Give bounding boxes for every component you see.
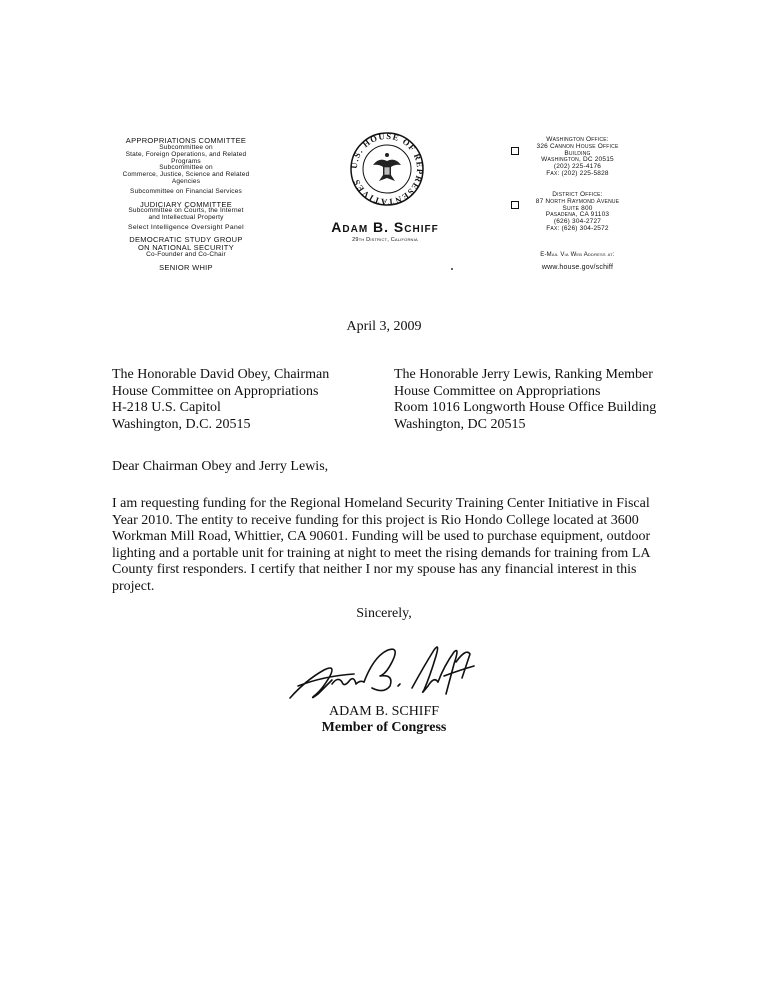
office-address: 87 North Raymond Avenue [535,197,620,205]
subcommittee-line: Subcommittee on Courts, the Internet [128,207,244,215]
district-office [525,192,630,233]
subcommittee-line: Subcommittee on Financial Services [130,187,242,195]
address-line: The Honorable Jerry Lewis, Ranking Member [394,367,653,382]
subcommittee-line: Subcommittee on [159,164,213,172]
office-phone: (202) 225-4176 [553,163,602,171]
address-line: House Committee on Appropriations [394,383,601,399]
address-line: Washington, DC 20515 [394,416,526,432]
subcommittee-line: Commerce, Justice, Science and Related [122,171,250,179]
district-office-checkbox [511,201,519,209]
recipient-address-lewis [394,367,656,433]
stray-mark [451,268,453,270]
dsg-line: Co-Founder and Co-Chair [146,250,226,258]
senior-whip: SENIOR WHIP [159,262,213,272]
office-fax: Fax: (202) 225-5828 [546,170,609,178]
letter-date: April 3, 2009 [346,319,422,334]
address-line: H-218 U.S. Capitol [112,400,221,415]
recipient-address-obey [112,367,329,433]
email-label: E-Mail Via Web Address at: [540,252,615,258]
body-line: I am requesting funding for the Regional Homeland Security Training Center Initiative in Fiscal [112,496,650,511]
salutation: Dear Chairman Obey and Jerry Lewis, [112,459,329,474]
office-city: Pasadena, CA 91103 [545,211,610,219]
office-city: Washington, DC 20515 [541,156,614,164]
subcommittee-line: Programs [171,157,201,165]
washington-office [525,137,630,178]
body-line: Workman Mill Road, Whittier, CA 90601. Funding will be used to purchase equipment, outdoor [112,529,651,544]
subcommittee-line: State, Foreign Operations, and Related [125,150,247,158]
office-suite: Suite 800 [562,204,593,212]
address-line: Washington, D.C. 20515 [112,416,251,432]
office-address: 326 Cannon House Office Building [536,142,619,157]
subcommittee-line: Agencies [171,177,201,185]
representative-name: Adam B. Schiff [331,219,439,235]
body-paragraph [112,496,672,595]
judiciary-committee: JUDICIARY COMMITTEE [139,199,233,209]
letterhead-committees [112,137,260,272]
website-link[interactable]: www.house.gov/schiff [541,264,614,272]
district-label: 29th District, California [352,237,418,243]
intelligence-panel: Select Intelligence Oversight Panel [128,224,244,232]
closing: Sincerely, [356,606,412,621]
washington-office-label: Washington Office: [546,136,609,143]
svg-text:U.S. HOUSE OF REPRESENTATIVES: U.S. HOUSE OF REPRESENTATIVES [349,131,425,207]
subcommittee-line: and Intellectual Property [148,214,224,222]
office-phone: (626) 304-2727 [553,218,602,226]
subcommittee-line: Subcommittee on [159,143,213,151]
dsg-line: DEMOCRATIC STUDY GROUP [129,235,243,245]
signature-icon [284,636,484,706]
house-seal-icon [349,131,425,207]
dsg-line: ON NATIONAL SECURITY [137,243,234,253]
web-contact [525,252,630,272]
body-line: Year 2010. The entity to receive funding for this project is Rio Hondo College located at 3600 [112,512,639,528]
address-line: Room 1016 Longworth House Office Building [394,400,657,415]
body-line: lighting and a portable unit for training at night to meet the rising demands for training from LA [112,545,651,561]
appropriations-committee: APPROPRIATIONS COMMITTEE [125,136,247,145]
address-line: The Honorable David Obey, Chairman [112,367,330,382]
body-line: project. [112,578,155,594]
washington-office-checkbox [511,147,519,155]
body-line: County first responders. I certify that neither I nor my spouse has any financial interest in this [112,562,637,577]
office-fax: Fax: (626) 304-2572 [546,225,609,233]
district-office-label: District Office: [552,191,603,198]
signer-title: Member of Congress [321,720,447,735]
signer-name: ADAM B. SCHIFF [328,704,440,719]
address-line: House Committee on Appropriations [112,383,319,399]
